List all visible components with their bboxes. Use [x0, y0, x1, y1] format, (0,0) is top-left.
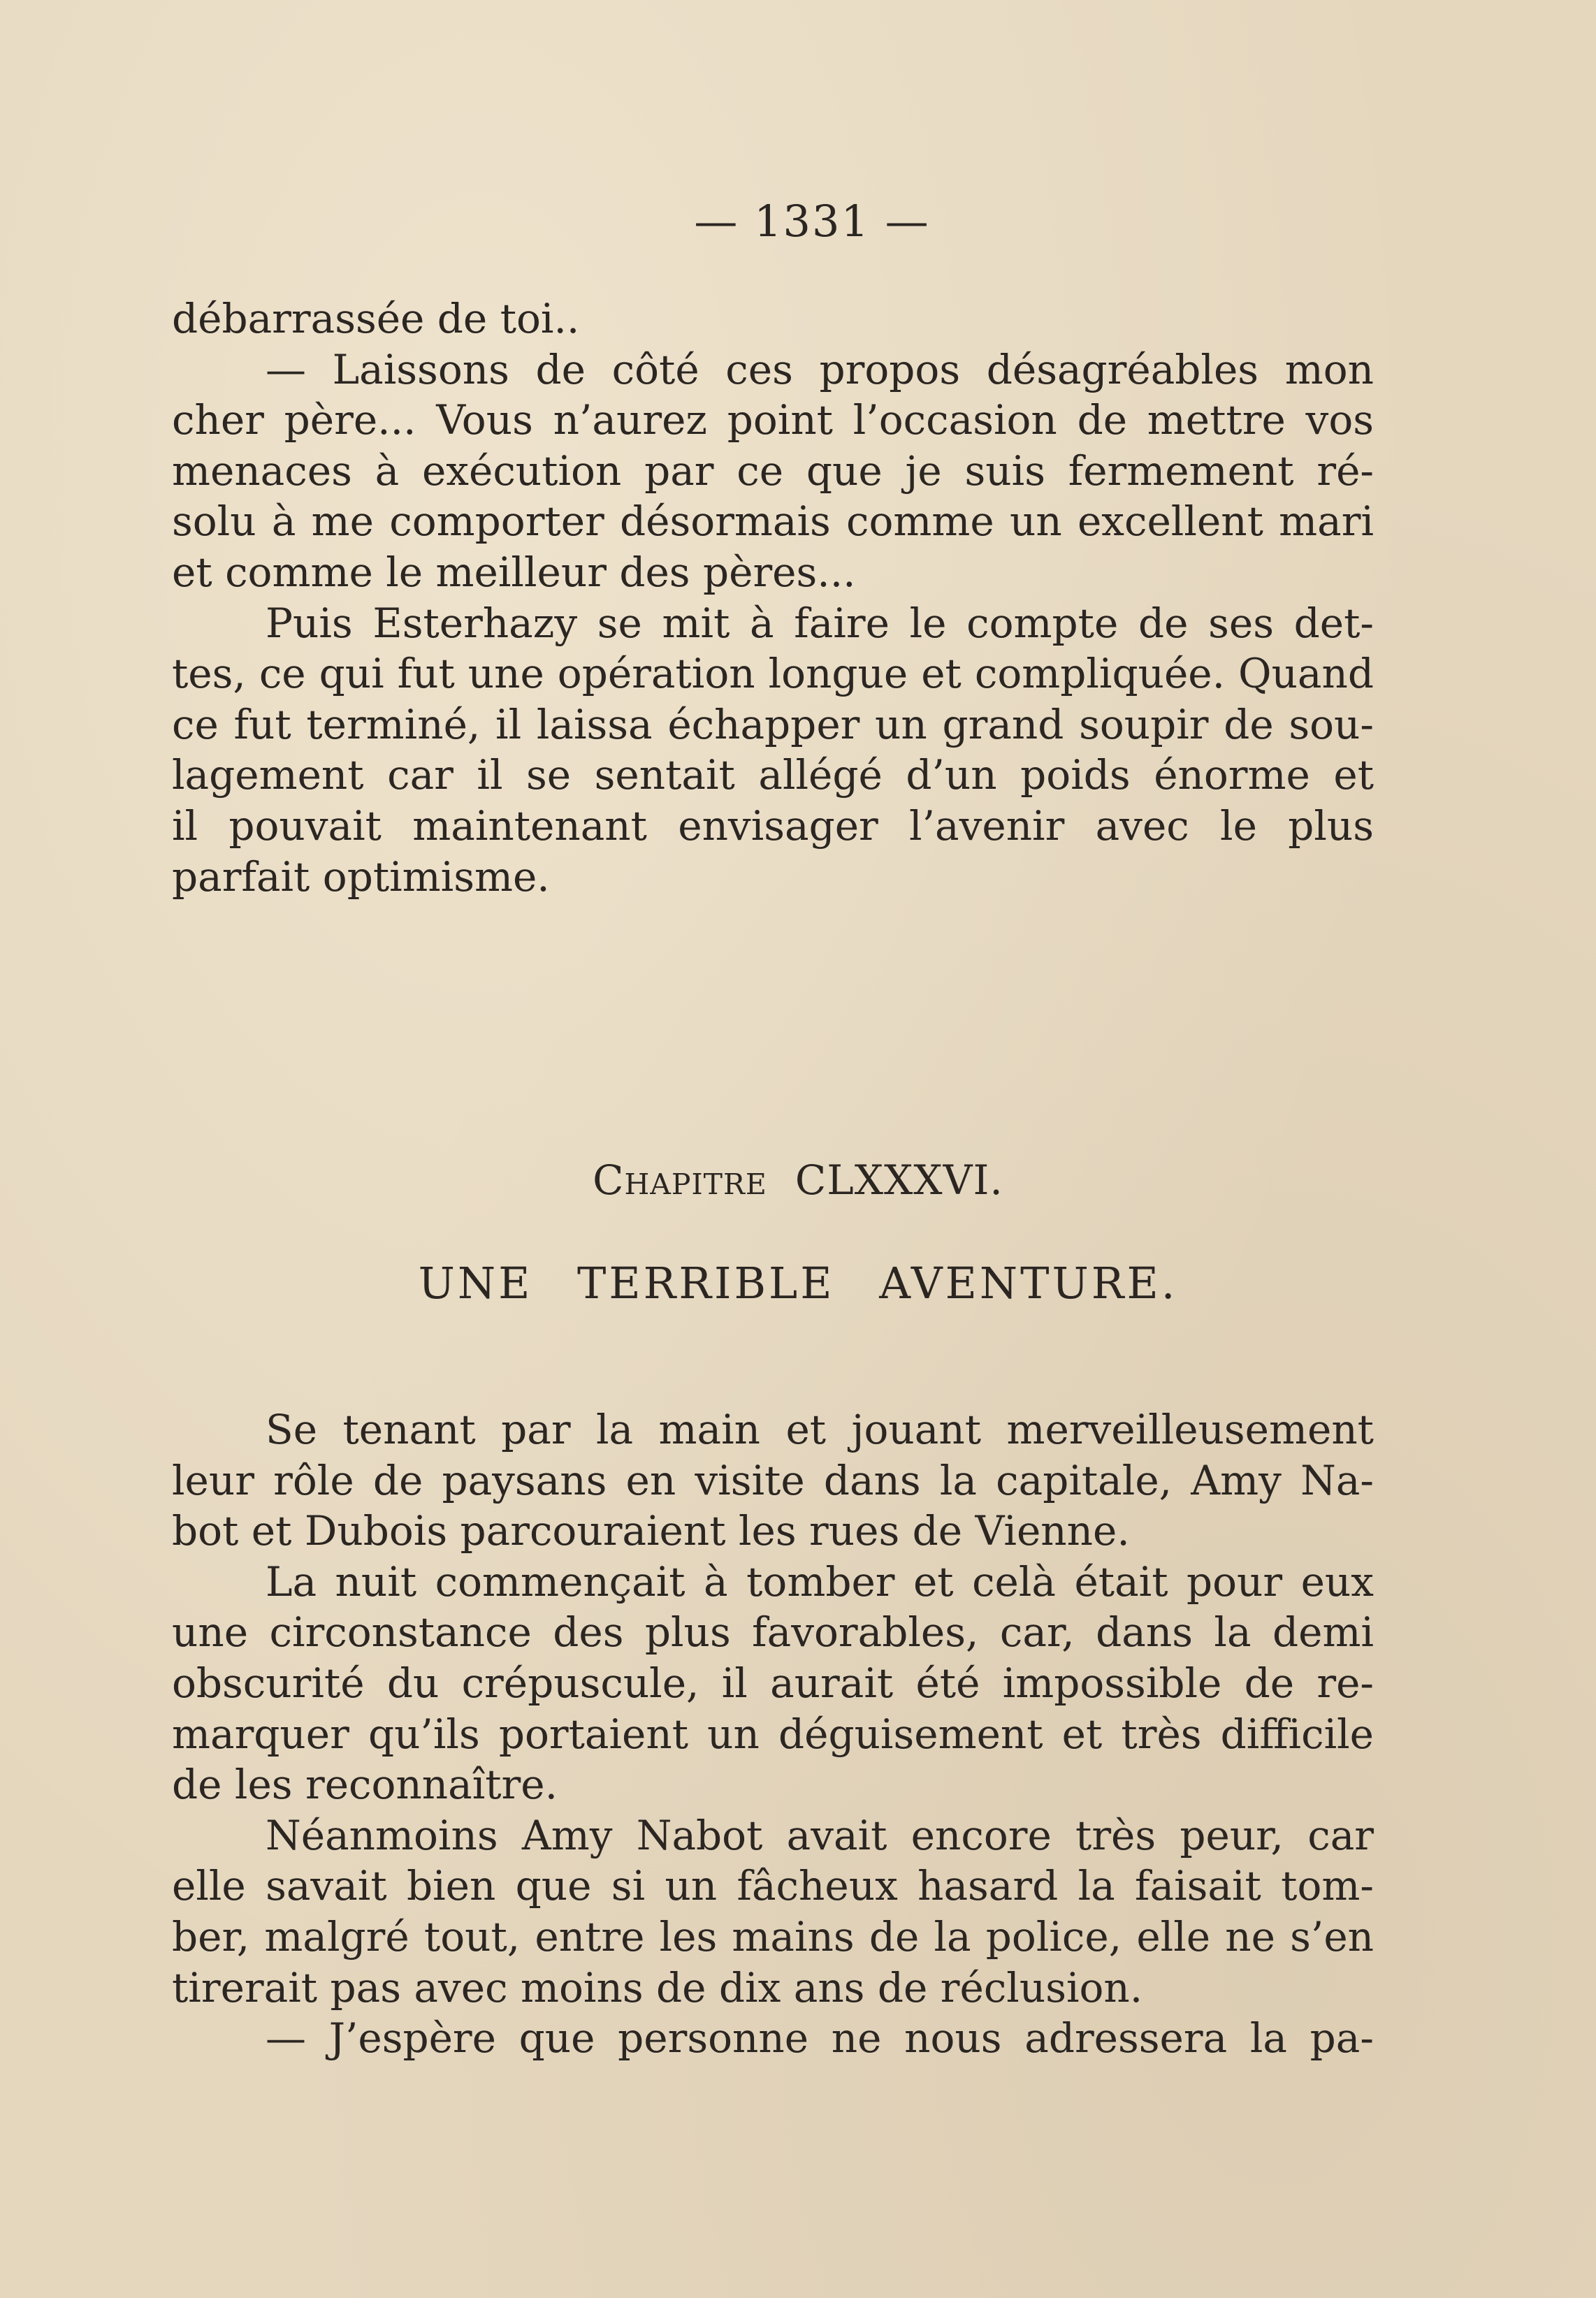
text-line: Se tenant par la main et jouant merveilleusement: [266, 1406, 1374, 1453]
chapter-numeral: CLXXXVI.: [795, 1156, 1003, 1204]
text-line: marquer qu’ils portaient un déguisement et très difficile: [172, 1710, 1374, 1758]
text-line: ce fut terminé, il laissa échapper un grand soupir de sou-: [172, 700, 1374, 748]
chapter-label: Chapitre: [593, 1156, 767, 1204]
text-line: lagement car il se sentait allégé d’un poids énorme et: [172, 751, 1374, 799]
text-line: une circonstance des plus favorables, car, dans la demi: [172, 1608, 1374, 1657]
text-line: elle savait bien que si un fâcheux hasard la faisait tom-: [172, 1862, 1374, 1910]
text-line: solu à me comporter désormais comme un excellent mari: [172, 497, 1374, 546]
text-line: menaces à exécution par ce que je suis fermement ré-: [172, 446, 1374, 495]
text-line: obscurité du crépuscule, il aurait été impossible de re-: [172, 1659, 1374, 1707]
text-line: cher père... Vous n’aurez point l’occasion de mettre vos: [172, 396, 1374, 444]
text-line: Puis Esterhazy se mit à faire le compte de ses det-: [266, 599, 1374, 647]
page-number: — 1331 —: [694, 196, 930, 247]
chapter-title: UNE TERRIBLE AVENTURE.: [418, 1258, 1178, 1309]
text-line: ber, malgré tout, entre les mains de la police, elle ne s’en: [172, 1912, 1374, 1961]
text-line: La nuit commençait à tomber et celà était pour eux: [266, 1557, 1374, 1606]
text-line: — J’espère que personne ne nous adressera la pa-: [266, 2014, 1374, 2063]
text-line: parfait optimisme.: [172, 852, 550, 901]
text-block-dialogue: [172, 293, 1374, 902]
text-line: leur rôle de paysans en visite dans la capitale, Amy Na-: [172, 1456, 1374, 1504]
text-line: tirerait pas avec moins de dix ans de réclusion.: [172, 1963, 1143, 2012]
text-line: bot et Dubois parcouraient les rues de Vienne.: [172, 1507, 1130, 1555]
text-line: de les reconnaître.: [172, 1761, 558, 1809]
text-block-narrative: [172, 1404, 1374, 2064]
text-line: il pouvait maintenant envisager l’avenir avec le plus: [172, 801, 1374, 850]
text-line: Néanmoins Amy Nabot avait encore très peur, car: [266, 1811, 1374, 1859]
text-line: et comme le meilleur des pères...: [172, 548, 856, 596]
text-line: débarrassée de toi..: [172, 295, 580, 342]
chapter-heading: [0, 1156, 1596, 1204]
text-line: tes, ce qui fut une opération longue et compliquée. Quand: [172, 650, 1374, 698]
text-line: — Laissons de côté ces propos désagréables mon: [266, 345, 1374, 393]
